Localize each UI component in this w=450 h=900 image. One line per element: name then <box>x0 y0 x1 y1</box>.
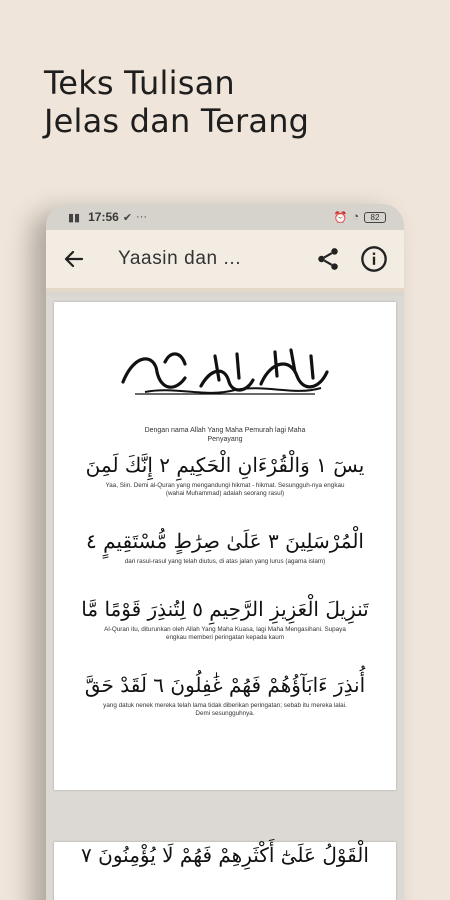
ayah-translation: Al-Quran itu, diturunkan oleh Allah Yang Maha Kuasa, lagi Maha Mengasihani. Supaya engkau memberi peringatan kepada kaum <box>104 626 346 641</box>
phone-mockup <box>46 204 404 900</box>
battery-icon: 82 <box>364 212 386 223</box>
share-icon[interactable] <box>312 243 344 275</box>
status-bar <box>46 204 404 230</box>
info-icon[interactable] <box>358 243 390 275</box>
arrow-left-icon[interactable] <box>60 245 88 273</box>
status-time: 17:56 <box>88 210 119 224</box>
mushaf-viewer[interactable] <box>46 296 404 900</box>
ayah-line: يسٓ ١ وَالْقُرْءَانِ الْحَكِيمِ ٢ إِنَّكَ لَمِنَ <box>85 453 365 477</box>
wifi-icon: ◔ <box>352 211 359 223</box>
headline-line-1: Teks Tulisan <box>44 64 235 102</box>
ayah-translation: Yaa, Siin. Demi al-Quran yang mengandungi hikmat - hikmat. Sesungguh-nya engkau (wahai Muhammad) adalah seorang rasul) <box>105 482 345 497</box>
mushaf-page-1 <box>54 302 396 790</box>
mushaf-page-2 <box>54 842 396 900</box>
bismillah-calligraphy-icon <box>115 342 335 402</box>
ayah-line: أُنذِرَ ءَابَآؤُهُمْ فَهُمْ غَٰفِلُونَ ٦ لَقَدْ حَقَّ <box>84 673 366 697</box>
ayah-translation: dari rasul-rasul yang telah diutus, di atas jalan yang lurus (agama islam) <box>124 558 326 565</box>
page-title: Yaasin dan ... <box>118 248 242 269</box>
headline-line-2: Jelas dan Terang <box>44 102 310 140</box>
basmalah-translation: Dengan nama Allah Yang Maha Pemurah lagi Maha Penyayang <box>144 427 306 443</box>
ayah-line: الْقَوْلُ عَلَىٰٓ أَكْثَرِهِمْ فَهُمْ لَا يُؤْمِنُونَ ٧ <box>81 843 369 867</box>
signal-icon: ▮▮ <box>68 211 81 224</box>
check-icon: ✔ <box>122 211 133 224</box>
ayah-translation: yang datuk nenek mereka telah lama tidak diberikan peringatan; sebab itu mereka lalai. Demi sesungguhnya. <box>103 702 347 717</box>
more-notifications: ··· <box>136 211 148 223</box>
app-bar <box>46 230 404 292</box>
ayah-line: الْمُرْسَلِينَ ٣ عَلَىٰ صِرَٰطٍ مُّسْتَقِيمٍ ٤ <box>86 529 364 553</box>
promo-headline <box>44 64 309 140</box>
alarm-icon: ⏰ <box>333 211 348 224</box>
ayah-line: تَنزِيلَ الْعَزِيزِ الرَّحِيمِ ٥ لِتُنذِرَ قَوْمًا مَّا <box>81 597 369 621</box>
